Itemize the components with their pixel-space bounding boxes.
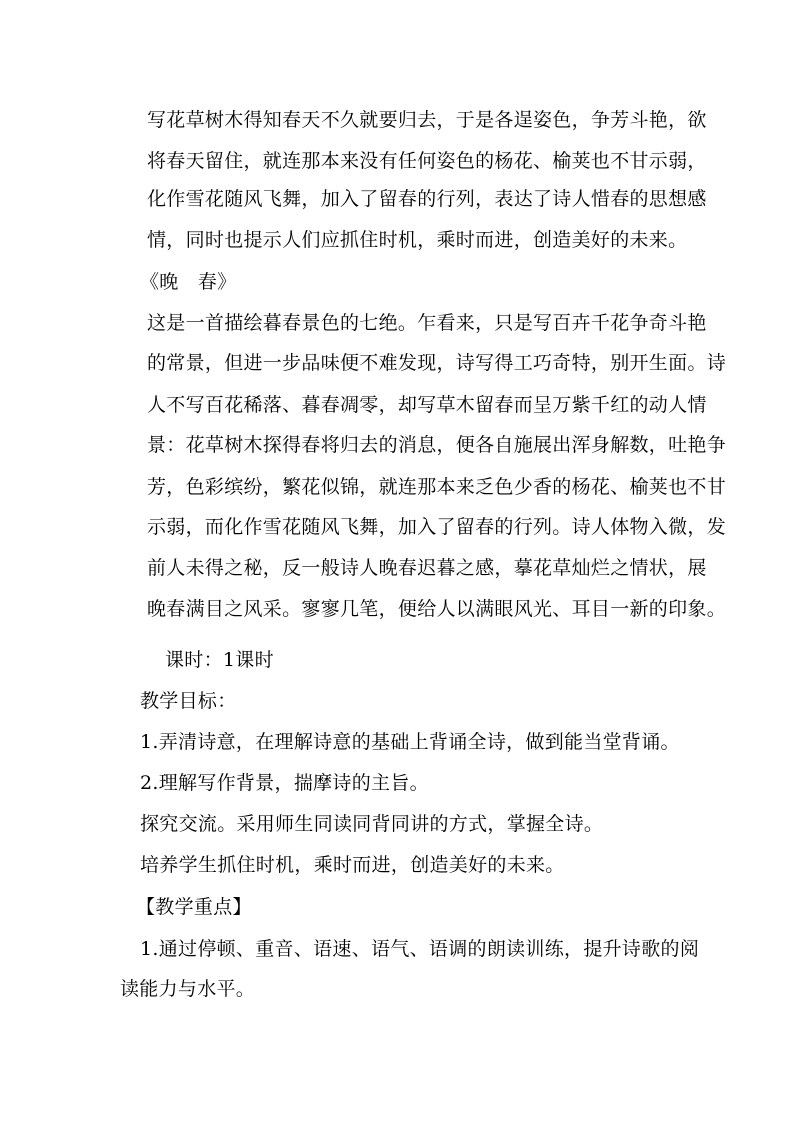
objective-item-2: 2.理解写作背景，揣摩诗的主旨。 [140, 772, 429, 794]
analysis-line-2: 的常景，但进一步品味便不难发现，诗写得工巧奇特，别开生面。诗 [147, 352, 727, 374]
analysis-line-3: 人不写百花稀落、暮春凋零，却写草木留春而呈万紫千红的动人情 [147, 394, 707, 416]
key-point-line-1: 1.通过停顿、重音、语速、语气、语调的朗读训练，提升诗歌的阅 [140, 938, 700, 960]
intro-line-1: 写花草树木得知春天不久就要归去，于是各逞姿色，争芳斗艳，欲 [147, 109, 707, 131]
objective-item-4: 培养学生抓住时机，乘时而进，创造美好的未来。 [140, 854, 565, 876]
objective-item-1: 1.弄清诗意，在理解诗意的基础上背诵全诗，做到能当堂背诵。 [140, 731, 680, 753]
intro-line-2: 将春天留住，就连那本来没有任何姿色的杨花、榆荚也不甘示弱， [147, 150, 707, 172]
analysis-line-5: 芳，色彩缤纷，繁花似锦，就连那本来乏色少香的杨花、榆荚也不甘 [147, 476, 727, 498]
key-points-heading: 【教学重点】 [136, 896, 252, 918]
objectives-heading: 教学目标： [140, 690, 237, 712]
objective-item-3: 探究交流。采用师生同读同背同讲的方式，掌握全诗。 [140, 813, 604, 835]
analysis-line-7: 前人未得之秘，反一般诗人晚春迟暮之感，摹花草灿烂之情状，展 [147, 557, 707, 579]
key-point-line-2: 读能力与水平。 [120, 978, 256, 1000]
analysis-line-1: 这是一首描绘暮春景色的七绝。乍看来，只是写百卉千花争奇斗艳 [147, 312, 707, 334]
intro-line-3: 化作雪花随风飞舞，加入了留春的行列，表达了诗人惜春的思想感 [147, 188, 707, 210]
analysis-line-6: 示弱，而化作雪花随风飞舞，加入了留春的行列。诗人体物入微，发 [147, 516, 727, 538]
analysis-line-4: 景：花草树木探得春将归去的消息，便各自施展出浑身解数，吐艳争 [147, 434, 727, 456]
poem-title: 《晚 春》 [140, 271, 237, 293]
analysis-line-8: 晚春满目之风采。寥寥几笔，便给人以满眼风光、耳目一新的印象。 [147, 598, 727, 620]
class-hours: 课时：1课时 [165, 649, 274, 671]
intro-line-4: 情，同时也提示人们应抓住时机，乘时而进，创造美好的未来。 [147, 229, 688, 251]
